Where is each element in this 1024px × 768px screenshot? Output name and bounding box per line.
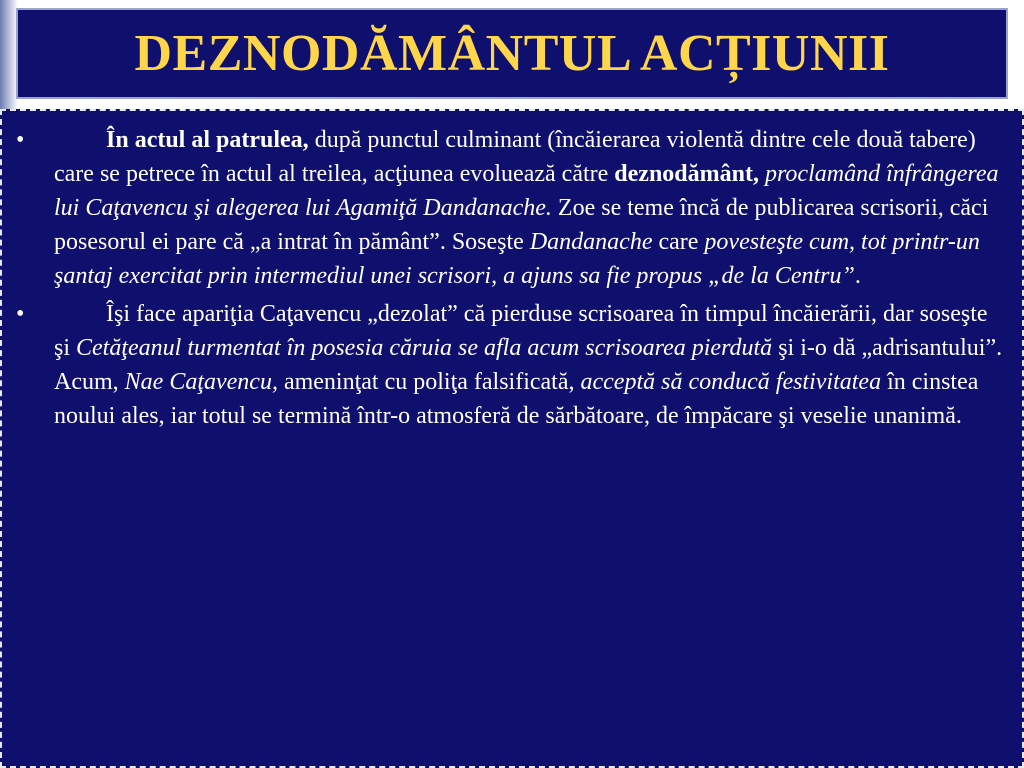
bullet-marker: • [16,127,25,153]
bullet-item [12,297,1004,433]
text-segment: şi i-o dă „adrisantului”. Acum, [54,335,1003,395]
bullet-text [54,123,1004,293]
text-segment: Zoe se teme încă de publicarea scrisorii, căci posesorul ei pare că „a intrat în pământ”. Soseşte [54,195,989,255]
bullet-marker: • [16,301,25,327]
text-segment: Îşi face apariţia Caţavencu „dezolat” că pierduse scrisoarea în timpul încăierării, dar soseşte şi [54,301,988,361]
text-segment: ameninţat cu poliţa falsificată, [277,369,581,395]
text-segment: acceptă să conducă festivitatea [580,369,882,395]
title-banner [16,8,1008,99]
text-segment: proclamând înfrângerea lui Caţavencu şi alegerea lui Agamiţă Dandanache. [54,161,999,221]
text-segment: în cinstea noului ales, iar totul se termină într-o atmosferă de sărbătoare, de împăcare şi veselie unanimă. [54,369,979,429]
text-segment: Dandanache [529,229,653,255]
text-segment: În actul al patrulea, [106,127,309,153]
bullet-item [12,123,1004,293]
text-segment: Cetăţeanul turmentat în posesia căruia se afla acum scrisoarea pierdută [76,335,773,361]
bullet-text [54,297,1004,433]
text-segment: . [854,263,861,289]
text-segment: după punctul culminant (încăierarea violentă dintre cele două tabere) care se petrece în actul al treilea, acţiunea evoluează către [54,127,976,187]
text-segment: povesteşte cum, tot printr-un şantaj exercitat prin intermediul unei scrisori, a ajuns sa fie propus „de la Centru” [54,229,980,289]
content-panel [0,109,1024,768]
text-segment: Nae Caţavencu, [124,369,278,395]
bullet-list [12,123,1004,433]
text-segment: deznodământ, [614,161,759,187]
slide-title: DEZNODĂMÂNTUL ACȚIUNII [134,25,890,82]
text-segment: care [652,229,705,255]
